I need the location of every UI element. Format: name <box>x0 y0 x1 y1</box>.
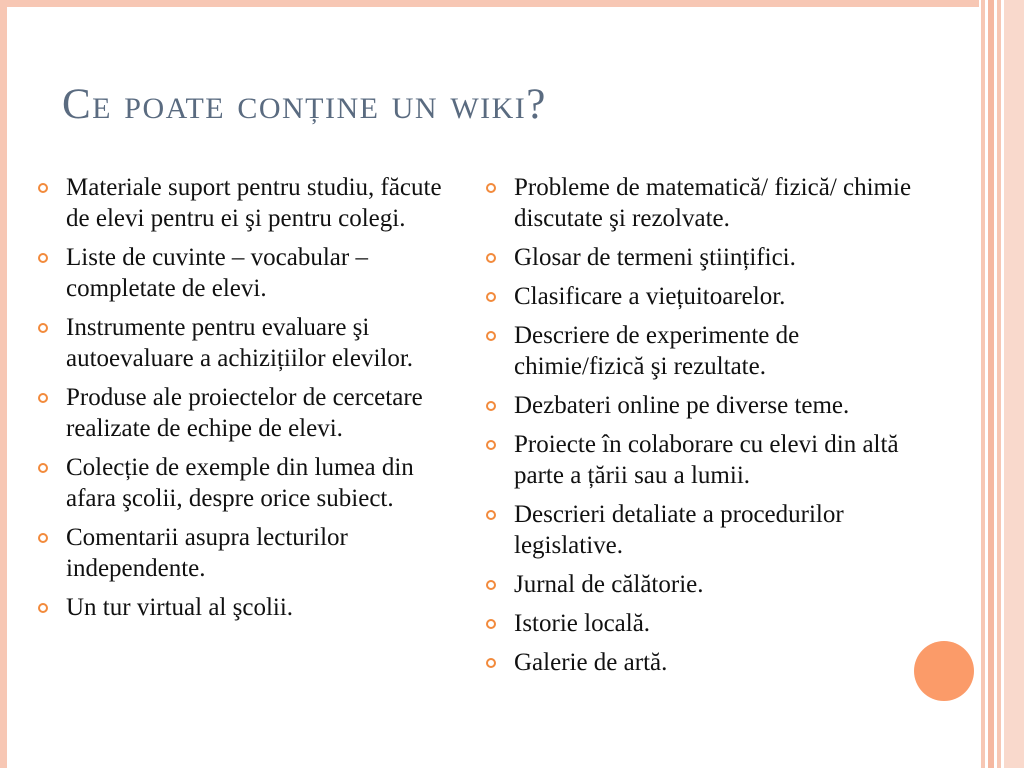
list-item: Proiecte în colaborare cu elevi din altă parte a țării sau a lumii. <box>486 429 916 491</box>
list-item: Liste de cuvinte – vocabular – completate de elevi. <box>38 242 468 304</box>
bullet-icon <box>486 658 496 668</box>
list-item: Galerie de artă. <box>486 647 916 678</box>
left-bullet-list <box>38 172 468 631</box>
bullet-icon <box>38 323 48 333</box>
bullet-icon <box>486 619 496 629</box>
list-item: Dezbateri online pe diverse teme. <box>486 390 916 421</box>
bullet-icon <box>486 292 496 302</box>
list-item: Clasificare a viețuitoarelor. <box>486 281 916 312</box>
bullet-icon <box>38 183 48 193</box>
slide-frame-top <box>0 0 1024 7</box>
decorative-circle <box>914 641 974 701</box>
bullet-icon <box>486 253 496 263</box>
bullet-icon <box>38 393 48 403</box>
list-item: Comentarii asupra lecturilor independente. <box>38 522 468 584</box>
list-item: Istorie locală. <box>486 608 916 639</box>
bullet-icon <box>486 183 496 193</box>
slide-title: Ce poate conține un wiki? <box>62 81 547 128</box>
bullet-icon <box>38 533 48 543</box>
bullet-icon <box>486 401 496 411</box>
bullet-icon <box>486 440 496 450</box>
list-item: Probleme de matematică/ fizică/ chimie discutate şi rezolvate. <box>486 172 916 234</box>
list-item: Instrumente pentru evaluare şi autoevaluare a achizițiilor elevilor. <box>38 312 468 374</box>
bullet-icon <box>486 510 496 520</box>
bullet-icon <box>38 253 48 263</box>
right-bullet-list <box>486 172 916 686</box>
list-item: Colecție de exemple din lumea din afara şcolii, despre orice subiect. <box>38 452 468 514</box>
slide-frame-left <box>0 0 7 768</box>
list-item: Descrieri detaliate a procedurilor legislative. <box>486 499 916 561</box>
bullet-icon <box>486 580 496 590</box>
list-item: Descriere de experimente de chimie/fizică şi rezultate. <box>486 320 916 382</box>
bullet-icon <box>486 331 496 341</box>
bullet-icon <box>38 463 48 473</box>
decorative-stripes <box>979 0 1024 768</box>
list-item: Produse ale proiectelor de cercetare realizate de echipe de elevi. <box>38 382 468 444</box>
list-item: Materiale suport pentru studiu, făcute de elevi pentru ei şi pentru colegi. <box>38 172 468 234</box>
bullet-icon <box>38 603 48 613</box>
list-item: Jurnal de călătorie. <box>486 569 916 600</box>
list-item: Glosar de termeni ştiințifici. <box>486 242 916 273</box>
list-item: Un tur virtual al şcolii. <box>38 592 468 623</box>
